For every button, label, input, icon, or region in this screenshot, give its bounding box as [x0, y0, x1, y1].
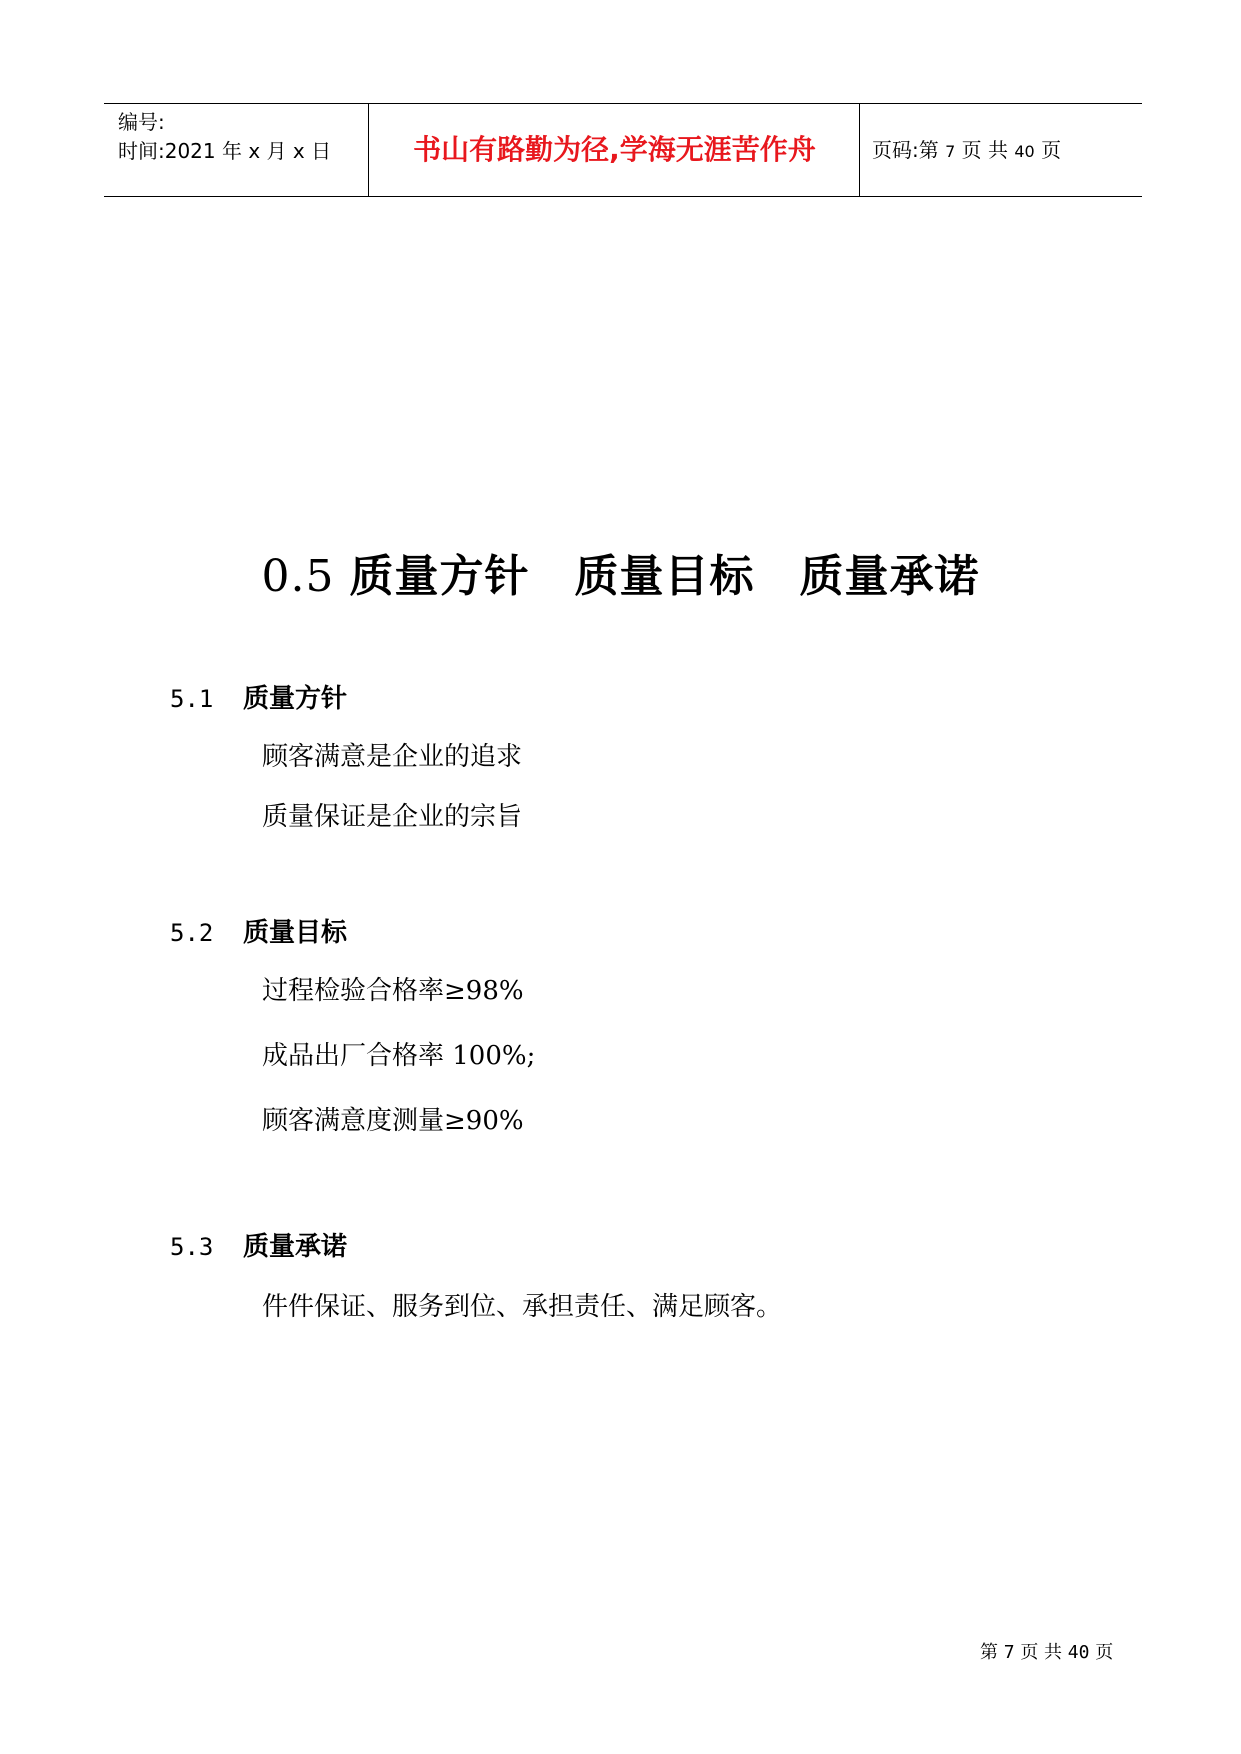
title-number: 0.5: [261, 551, 335, 602]
footer-total: 40: [1067, 1642, 1090, 1663]
section-number: 5.2: [170, 919, 214, 947]
body-line: 过程检验合格率≥98%: [262, 976, 524, 1006]
section-heading: [170, 678, 347, 715]
footer-prefix: 第: [980, 1642, 998, 1663]
page-mid: 页 共: [961, 138, 1009, 162]
header-page-info: [872, 104, 1061, 196]
header-divider: [859, 104, 860, 196]
header-divider: [368, 104, 369, 196]
section-label: 质量承诺: [243, 1232, 348, 1262]
body-line: 件件保证、服务到位、承担责任、满足顾客。: [262, 1292, 783, 1322]
page-suffix: 页: [1041, 138, 1062, 162]
date-label: 时间:2021 年 x 月 x 日: [118, 139, 332, 163]
section-heading: [170, 912, 347, 949]
serial-label: 编号:: [118, 110, 165, 134]
page-total: 40: [1014, 142, 1035, 161]
section-number: 5.3: [170, 1233, 214, 1261]
section-label: 质量目标: [243, 918, 348, 948]
page-title: [0, 540, 1241, 604]
section-number: 5.1: [170, 685, 214, 713]
header-motto: 书山有路勤为径,学海无涯苦作舟: [413, 133, 816, 166]
page-header: [104, 103, 1142, 197]
page-current: 7: [945, 142, 956, 161]
body-line: 成品出厂合格率 100%;: [262, 1041, 536, 1071]
section-heading: [170, 1226, 347, 1263]
header-meta: [118, 108, 331, 166]
title-text: 质量方针 质量目标 质量承诺: [349, 551, 980, 602]
footer-current: 7: [1003, 1642, 1015, 1663]
body-line: 顾客满意度测量≥90%: [262, 1106, 524, 1136]
page-prefix: 页码:第: [872, 138, 939, 162]
footer-page-number: [980, 1638, 1113, 1664]
body-line: 质量保证是企业的宗旨: [262, 802, 523, 832]
section-label: 质量方针: [243, 684, 348, 714]
body-line: 顾客满意是企业的追求: [262, 742, 523, 772]
footer-suffix: 页: [1095, 1642, 1114, 1663]
footer-mid: 页 共: [1020, 1642, 1063, 1663]
